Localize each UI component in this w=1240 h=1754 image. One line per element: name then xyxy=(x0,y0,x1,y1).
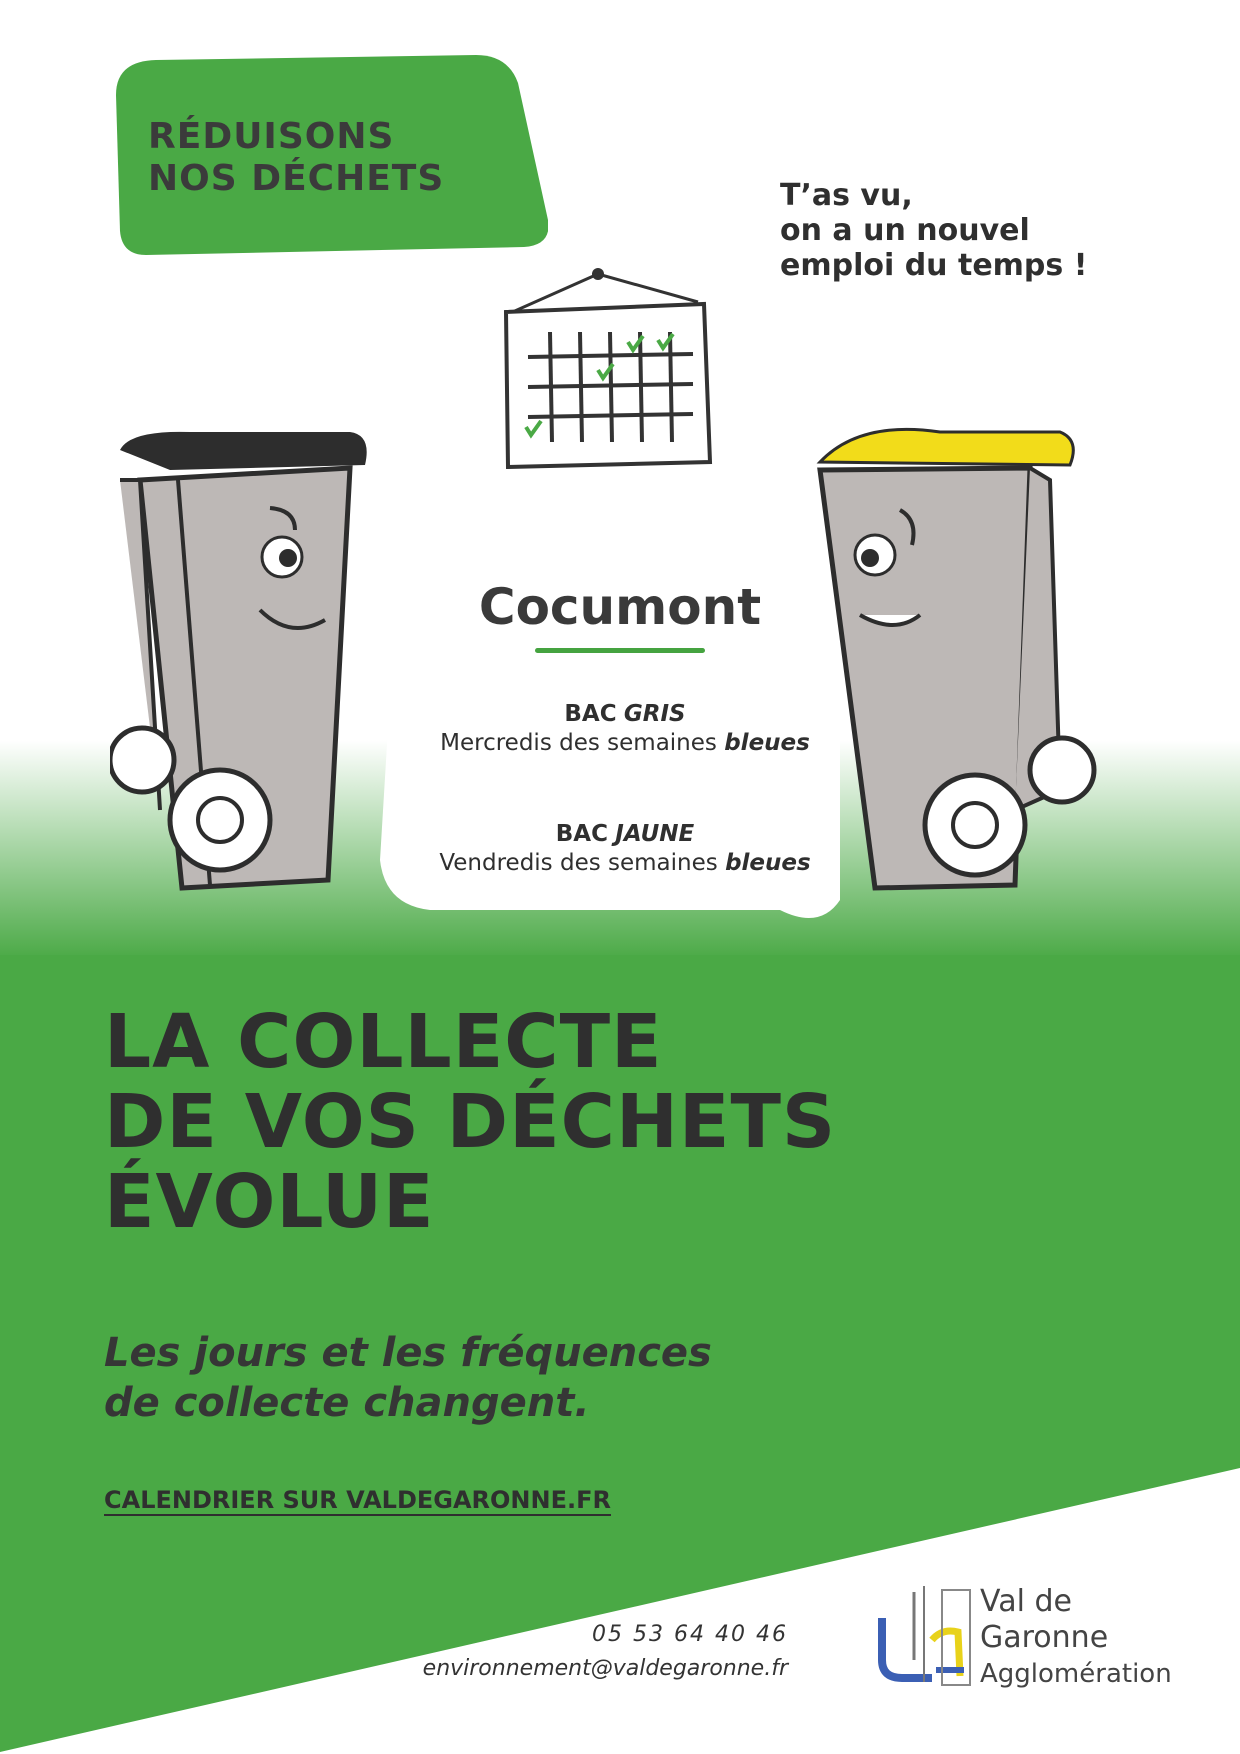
grey-bin-illustration xyxy=(110,410,430,970)
bin-label-prefix: BAC xyxy=(564,701,617,727)
subheadline-line-2: de collecte changent. xyxy=(104,1380,590,1426)
bin-label xyxy=(400,820,850,849)
headline-line-1: LA COLLECTE xyxy=(104,999,663,1085)
bin-color: GRIS xyxy=(623,701,686,727)
calendar-website-link[interactable]: CALENDRIER SUR VALDEGARONNE.FR xyxy=(104,1486,611,1514)
logo-line-3: Agglomération xyxy=(980,1659,1172,1689)
subheadline-line-1: Les jours et les fréquences xyxy=(104,1330,712,1376)
calendar-icon xyxy=(498,262,726,472)
collection-weeks: bleues xyxy=(724,730,810,756)
contact-phone: 05 53 64 40 46 xyxy=(592,1622,788,1647)
schedule-entry-yellow xyxy=(400,820,850,878)
headline-line-2: DE VOS DÉCHETS xyxy=(104,1079,837,1165)
logo-line-2: Garonne xyxy=(980,1620,1109,1655)
speech-line-2: on a un nouvel xyxy=(780,213,1030,248)
collection-weeks: bleues xyxy=(725,850,811,876)
collection-day-text: Mercredis des semaines xyxy=(440,730,717,756)
badge-line-1: RÉDUISONS xyxy=(148,116,395,157)
speech-text xyxy=(780,178,1087,283)
badge-line-2: NOS DÉCHETS xyxy=(148,158,445,199)
bin-label xyxy=(400,700,850,729)
schedule-entry-grey xyxy=(400,700,850,758)
speech-line-1: T’as vu, xyxy=(780,178,913,213)
subheadline xyxy=(104,1328,712,1428)
collection-day xyxy=(400,729,850,758)
logo-wordmark xyxy=(980,1584,1172,1692)
town-underline xyxy=(535,648,705,653)
town-name: Cocumont xyxy=(478,578,762,636)
bin-color: JAUNE xyxy=(615,821,695,847)
collection-day xyxy=(400,849,850,878)
yellow-bin-illustration xyxy=(800,410,1150,970)
badge-title xyxy=(148,116,444,200)
collection-day-text: Vendredis des semaines xyxy=(439,850,718,876)
main-headline xyxy=(104,999,837,1245)
bin-label-prefix: BAC xyxy=(555,821,608,847)
logo-line-1: Val de xyxy=(980,1584,1072,1619)
speech-line-3: emploi du temps ! xyxy=(780,248,1088,283)
headline-line-3: ÉVOLUE xyxy=(104,1159,435,1245)
contact-email[interactable]: environnement@valdegaronne.fr xyxy=(422,1656,788,1681)
